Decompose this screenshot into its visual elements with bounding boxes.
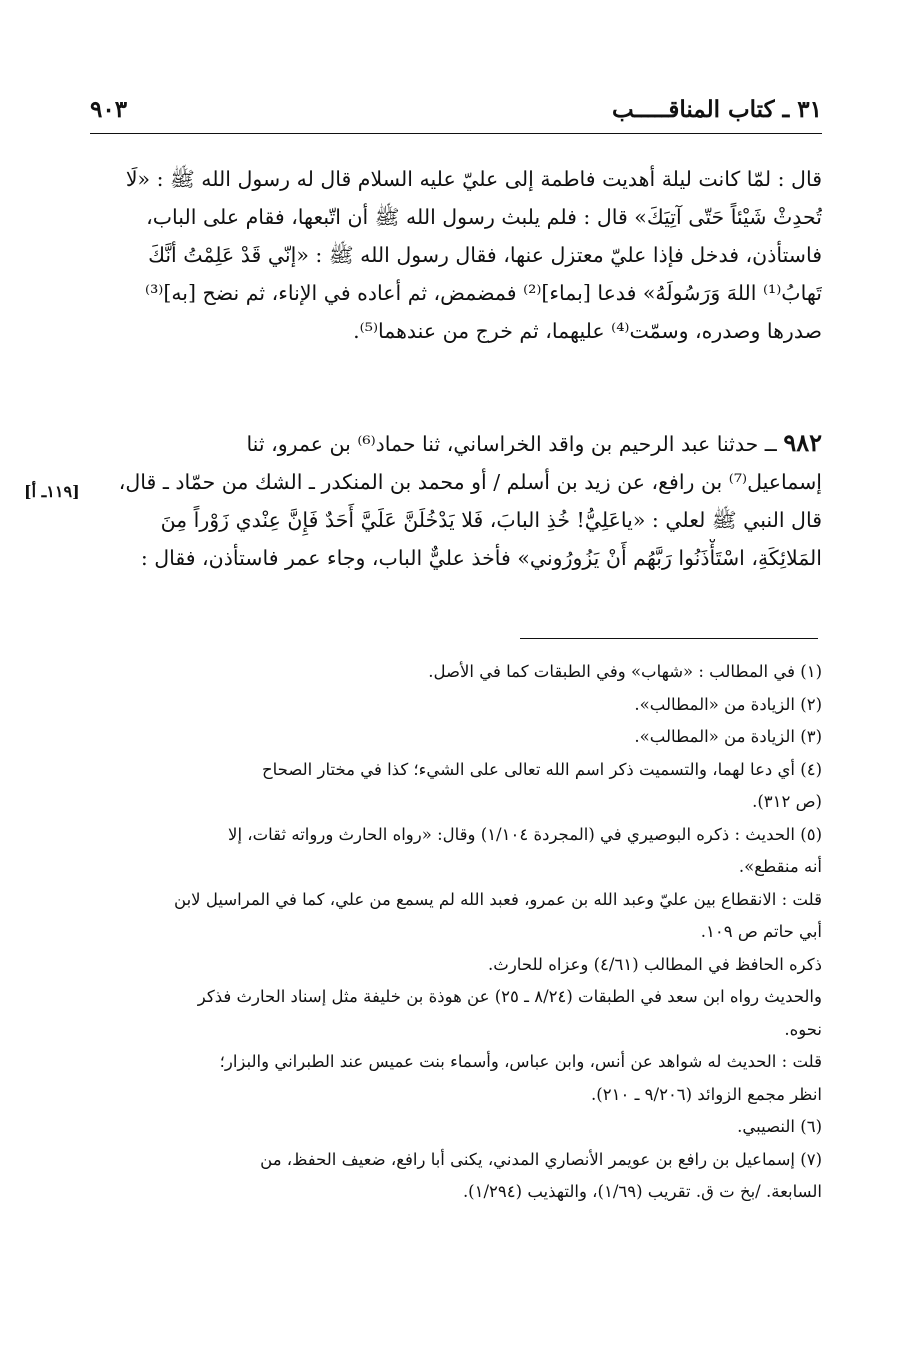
footnote-line: أبي حاتم ص ١٠٩. [700,922,822,941]
footnote-line: قلت : الحديث له شواهد عن أنس، وابن عباس، وأسماء بنت عميس عند الطبراني والبزار؛ [219,1052,822,1071]
page-header [90,96,822,136]
footnote-line: (١) في المطالب : «شهاب» وفي الطبقات كما في الأصل. [428,662,822,681]
footnote-line: والحديث رواه ابن سعد في الطبقات (٨/٢٤ ـ ٢٥) عن هوذة بن خليفة مثل إسناد الحارث فذكر [197,987,822,1006]
footnote-rule [520,638,818,639]
text-line: تَهابُ⁽¹⁾ اللهَ وَرَسُولَهُ» فدعا [بماء]⁽²⁾ فمضمض، ثم أعاده في الإناء، ثم نضح [به]⁽³⁾ [145,281,822,305]
manuscript-folio-ref: [١١٩ـ أ] [24,482,80,501]
footnote-line: ذكره الحافظ في المطالب (٤/٦١) وعزاه للحارث. [488,954,822,974]
text-line-rest: ــ حدثنا عبد الرحيم بن واقد الخراساني، ثنا حماد⁽⁶⁾ بن عمرو، ثنا [246,432,784,456]
hadith-paragraph-1 [96,160,822,350]
text-line: تُحدِثْ شَيْئاً حَتّى آتِيَكَ» قال : فلم يلبث رسول الله ﷺ أن اتّبعها، فقام على الباب، [146,205,822,229]
footnote-line: (٦) النصيبي. [737,1117,822,1136]
text-line: إسماعيل⁽⁷⁾ بن رافع، عن زيد بن أسلم / أو محمد بن المنكدر ـ الشك من حمّاد ـ قال، [118,470,822,494]
footnote-line: (٤) أي دعا لهما، والتسميت ذكر اسم الله تعالى على الشيء؛ كذا في مختار الصحاح [262,759,822,779]
text-line: قال : لمّا كانت ليلة أهديت فاطمة إلى عليّ عليه السلام قال له رسول الله ﷺ : «لَا [125,167,822,191]
header-rule [90,133,822,134]
footnote-line: (ص ٣١٢). [752,792,822,811]
footnote-line: (٥) الحديث : ذكره البوصيري في (المجردة ١/١٠٤) وقال: «رواه الحارث ورواته ثقات، إلا [228,824,822,844]
text-line: صدرها وصدره، وسمّت⁽⁴⁾ عليهما، ثم خرج من عندهما⁽⁵⁾. [353,319,822,343]
page-number: ٩٠٣ [90,96,128,123]
footnote-line: السابعة. /بخ ت ق. تقريب (١/٦٩)، والتهذيب (١/٢٩٤). [462,1182,822,1201]
footnotes [110,656,822,1209]
running-title: ٣١ ـ كتاب المناقـــــب [612,96,822,123]
hadith-paragraph-2 [96,424,822,577]
text-line: قال النبي ﷺ لعلي : «ياعَلِيُّ! خُذِ البابَ، فَلا يَدْخُلَنَّ عَلَيَّ أَحَدٌ فَإِنَّ عِنْدي زَوْراً مِنَ [160,508,822,532]
footnote-line: انظر مجمع الزوائد (٩/٢٠٦ ـ ٢١٠). [591,1084,822,1104]
footnote-line: (٢) الزيادة من «المطالب». [634,694,822,714]
footnote-line: نحوه. [784,1019,822,1039]
footnote-line: قلت : الانقطاع بين عليّ وعبد الله بن عمرو، فعبد الله لم يسمع من علي، كما في المراسيل لابن [174,889,822,909]
hadith-number: ٩٨٢ [783,428,822,457]
text-line: المَلائِكَةِ، اسْتَأْذَنُوا رَبَّهُم أَنْ يَزُورُوني» فأخذ عليٌّ الباب، وجاء عمر فاستأذن، فقال : [140,546,822,570]
footnote-line: (٧) إسماعيل بن رافع بن عويمر الأنصاري المدني، يكنى أبا رافع، ضعيف الحفظ، من [260,1149,822,1169]
text-line [96,424,822,463]
footnote-line: أنه منقطع». [738,857,822,876]
footnote-line: (٣) الزيادة من «المطالب». [634,727,822,746]
text-line: فاستأذن، فدخل فإذا عليّ معتزل عنها، فقال رسول الله ﷺ : «إنّي قَدْ عَلِمْتُ أنَّكَ [148,243,822,267]
